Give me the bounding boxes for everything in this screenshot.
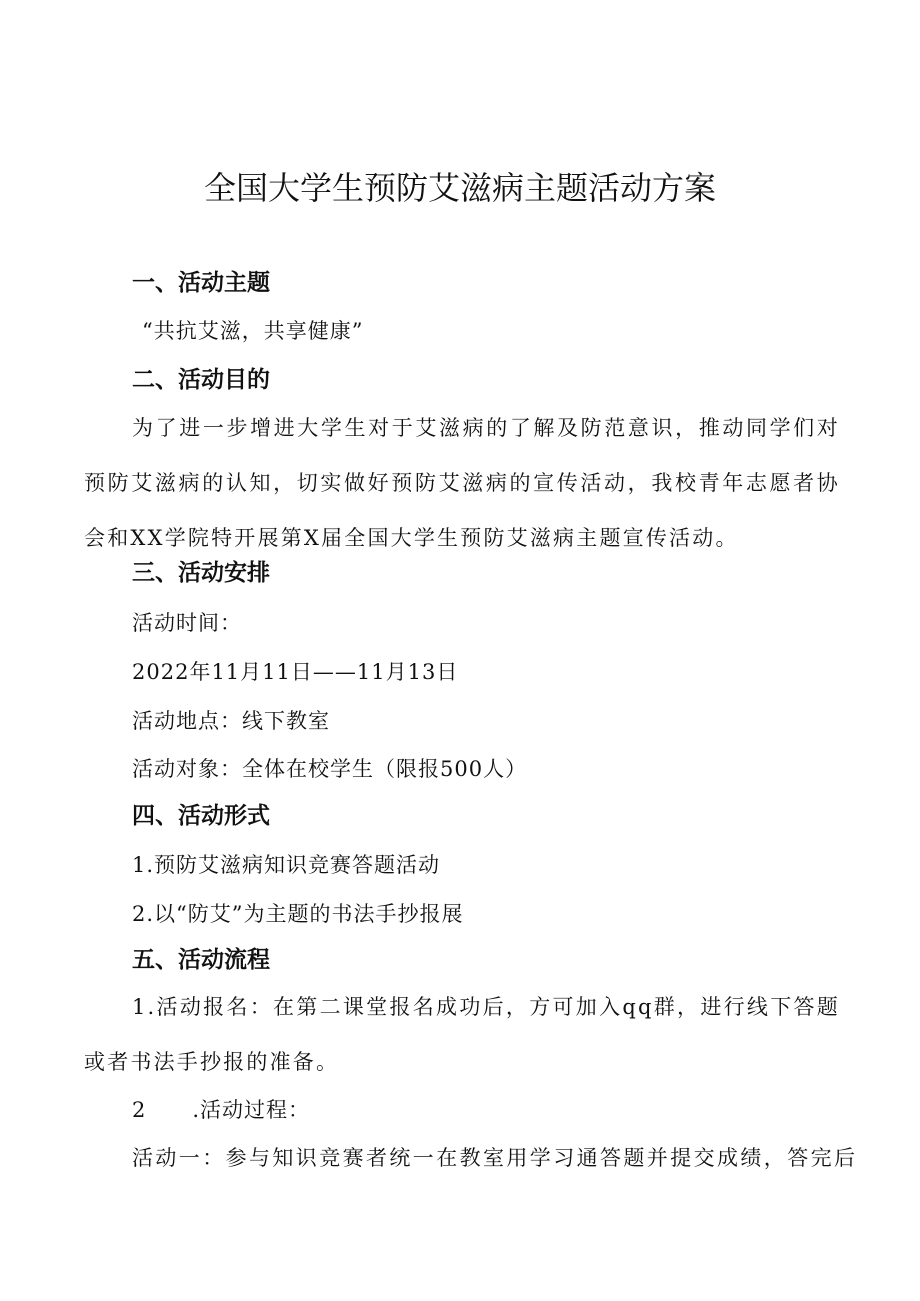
section-heading-process: 五、活动流程	[132, 947, 270, 973]
format-item-2: 2.以“防艾”为主题的书法手抄报展	[132, 902, 464, 926]
arrangement-date: 2022年11月11日——11月13日	[132, 660, 459, 684]
section-heading-theme: 一、活动主题	[132, 270, 270, 296]
document-title: 全国大学生预防艾滋病主题活动方案	[203, 169, 716, 207]
format-item-1: 1.预防艾滋病知识竞赛答题活动	[132, 853, 441, 877]
section-heading-format: 四、活动形式	[132, 803, 270, 829]
section-heading-arrangement: 三、活动安排	[132, 560, 270, 586]
theme-slogan: “共抗艾滋，共享健康”	[142, 319, 364, 343]
process-activity-one: 活动一：参与知识竞赛者统一在教室用学习通答题并提交成绩，答完后	[132, 1146, 858, 1170]
section-heading-purpose: 二、活动目的	[132, 367, 270, 393]
process-step-2-number: 2	[132, 1098, 147, 1122]
process-step-1: 1.活动报名：在第二课堂报名成功后，方可加入qq群，进行线下答题或者书法手抄报的准备。	[84, 995, 840, 1074]
purpose-paragraph: 为了进一步增进大学生对于艾滋病的了解及防范意识，推动同学们对预防艾滋病的认知，切实做好预防艾滋病的宣传活动，我校青年志愿者协会和XX学院特开展第X届全国大学生预防艾滋病主题宣传活动。	[84, 416, 840, 550]
process-step-2	[132, 1095, 310, 1125]
arrangement-audience: 活动对象：全体在校学生（限报500人）	[132, 757, 528, 781]
arrangement-location: 活动地点：线下教室	[132, 709, 330, 733]
arrangement-time-label: 活动时间：	[132, 611, 242, 635]
process-step-2-label: .活动过程：	[192, 1098, 311, 1122]
